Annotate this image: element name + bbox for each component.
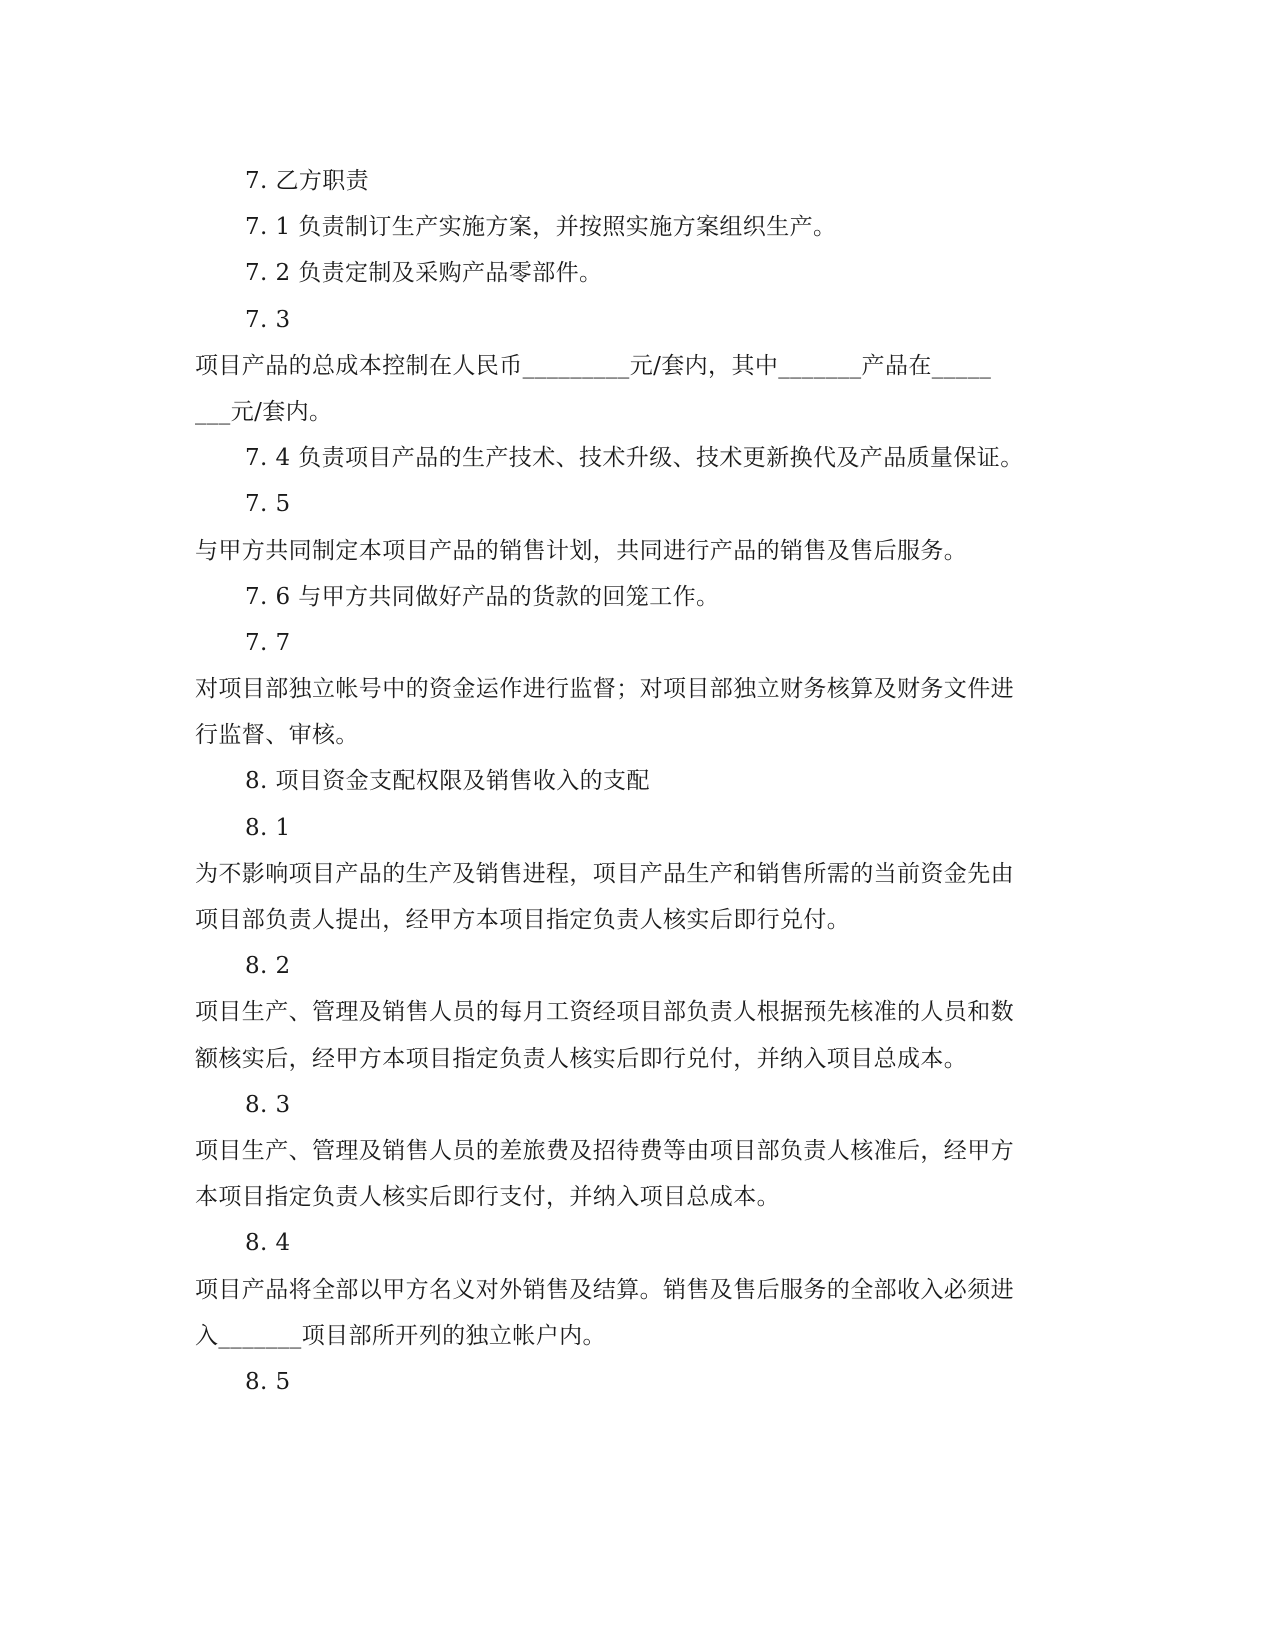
clause-7-1: 7. 1 负责制订生产实施方案，并按照实施方案组织生产。 — [245, 214, 837, 241]
clause-number-8-2: 8. 2 — [245, 953, 291, 980]
clause-7-3-text-line-2: ___元/套内。 — [195, 398, 333, 425]
clause-7-2: 7. 2 负责定制及采购产品零部件。 — [245, 260, 603, 287]
clause-7-7-text-line-2: 行监督、审核。 — [195, 722, 359, 749]
clause-7-4: 7. 4 负责项目产品的生产技术、技术升级、技术更新换代及产品质量保证。 — [245, 445, 1024, 472]
section-heading-7: 7. 乙方职责 — [245, 168, 370, 194]
clause-number-8-1: 8. 1 — [245, 814, 291, 841]
clause-8-2-text-line-1: 项目生产、管理及销售人员的每月工资经项目部负责人根据预先核准的人员和数 — [195, 999, 1014, 1026]
clause-8-4-text-line-1: 项目产品将全部以甲方名义对外销售及结算。销售及售后服务的全部收入必须进 — [195, 1276, 1014, 1303]
clause-8-1-text-line-2: 项目部负责人提出，经甲方本项目指定负责人核实后即行兑付。 — [195, 907, 851, 933]
clause-8-3-text-line-1: 项目生产、管理及销售人员的差旅费及招待费等由项目部负责人核准后，经甲方 — [195, 1137, 1014, 1164]
clause-8-4-text-line-2: 入_______项目部所开列的独立帐户内。 — [195, 1322, 606, 1349]
clause-8-1-text-line-1: 为不影响项目产品的生产及销售进程，项目产品生产和销售所需的当前资金先由 — [195, 860, 1014, 887]
clause-8-2-text-line-2: 额核实后，经甲方本项目指定负责人核实后即行兑付，并纳入项目总成本。 — [195, 1045, 968, 1072]
section-heading-8: 8. 项目资金支配权限及销售收入的支配 — [245, 768, 650, 795]
clause-number-8-4: 8. 4 — [245, 1230, 291, 1257]
clause-7-3-text-line-1: 项目产品的总成本控制在人民币_________元/套内，其中_______产品在_____ — [195, 352, 992, 379]
clause-number-8-3: 8. 3 — [245, 1091, 291, 1118]
clause-number-8-5: 8. 5 — [245, 1368, 291, 1395]
document-body — [195, 158, 1075, 1405]
clause-number-7-5: 7. 5 — [245, 491, 291, 518]
clause-7-6: 7. 6 与甲方共同做好产品的货款的回笼工作。 — [245, 583, 720, 610]
clause-7-7-text-line-1: 对项目部独立帐号中的资金运作进行监督；对项目部独立财务核算及财务文件进 — [195, 676, 1014, 703]
clause-number-7-7: 7. 7 — [245, 629, 291, 656]
clause-number-7-3: 7. 3 — [245, 306, 291, 333]
clause-8-3-text-line-2: 本项目指定负责人核实后即行支付，并纳入项目总成本。 — [195, 1184, 780, 1211]
clause-7-5-text: 与甲方共同制定本项目产品的销售计划，共同进行产品的销售及售后服务。 — [195, 537, 968, 564]
